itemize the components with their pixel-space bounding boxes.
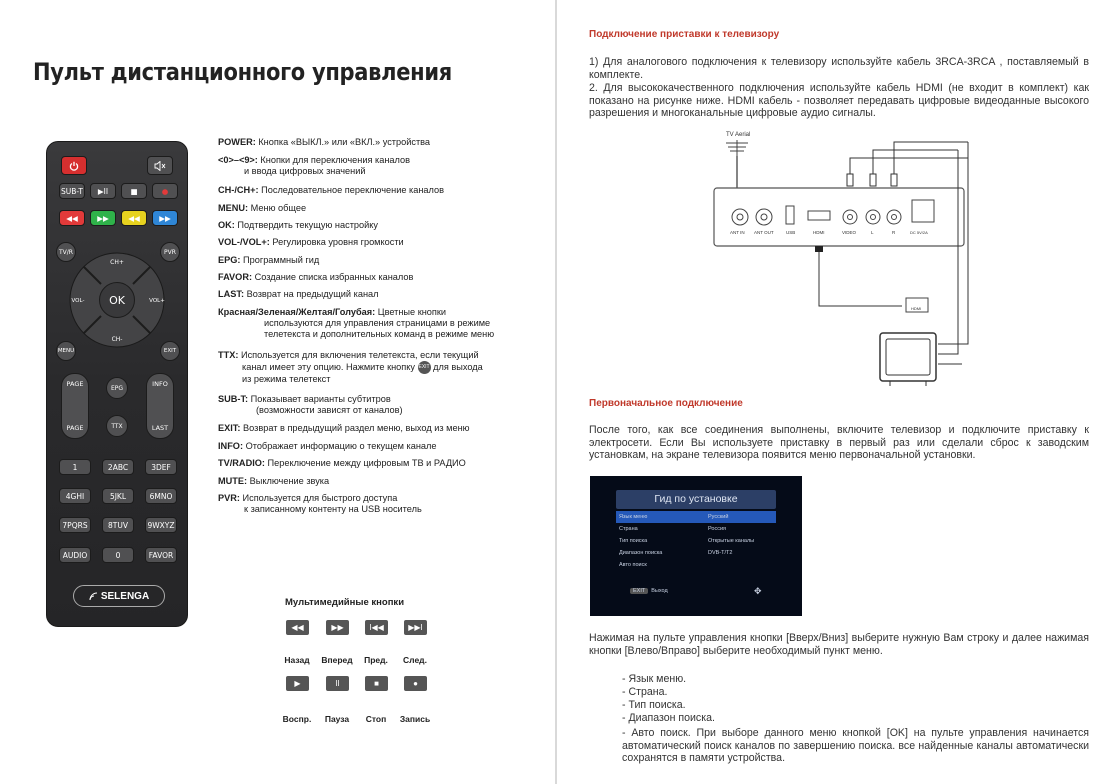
desc-power: POWER: Кнопка «ВЫКЛ.» или «ВКЛ.» устройства <box>218 137 431 147</box>
exit-button[interactable]: EXIT <box>160 341 180 361</box>
desc-ttx: TTX: Используется для включения телетекста, если текущий канал имеет эту опцию. Нажмите кнопку EXIT для выхода из режима телетекст <box>218 350 483 384</box>
page-title: Пульт дистанционного управления <box>33 58 452 86</box>
power-button[interactable] <box>61 156 87 175</box>
prev-button[interactable]: I◀◀ <box>365 620 388 635</box>
svg-text:VIDEO: VIDEO <box>842 230 857 235</box>
menu-row-country[interactable]: Страна Россия <box>619 526 727 532</box>
ch-down-button[interactable]: CH- <box>111 335 123 343</box>
key-9[interactable]: 9WXYZ <box>145 517 177 533</box>
brand-logo <box>73 585 165 607</box>
desc-exit: EXIT: Возврат в предыдущий раздел меню, выход из меню <box>218 423 470 433</box>
forward-button[interactable]: ▶▶ <box>326 620 349 635</box>
page-up-label: PAGE <box>66 380 84 388</box>
list-item: - Страна. <box>622 686 668 698</box>
pvr-button[interactable]: PVR <box>160 242 180 262</box>
ttx-button[interactable]: TTX <box>106 415 128 437</box>
remote-control <box>46 141 188 627</box>
multimedia-title: Мультимедийные кнопки <box>285 597 405 608</box>
paragraph-initial: После того, как все соединения выполнены, включите телевизор и подключите приставку к электросети. Если Вы используете приставку в первый раз или сделали сброс к заводским установкам, на экране телевизора появится меню первоначальной установки. <box>589 424 1089 461</box>
desc-subt: SUB-T: Показывает варианты субтитров (возможности зависят от каналов) <box>218 394 403 415</box>
key-7[interactable]: 7PQRS <box>59 517 91 533</box>
favor-button[interactable]: FAVOR <box>145 547 177 563</box>
desc-vol: VOL-/VOL+: Регулировка уровня громкости <box>218 237 404 247</box>
page-rocker[interactable] <box>61 373 89 439</box>
info-last-rocker[interactable] <box>146 373 174 439</box>
heading-initial-setup: Первоначальное подключение <box>589 398 743 409</box>
page-divider <box>555 0 557 784</box>
connection-diagram <box>700 128 980 390</box>
yellow-button[interactable]: ◀◀ <box>121 210 147 226</box>
play-label: Воспр. <box>282 714 312 724</box>
menu-row-auto-search[interactable]: Авто поиск <box>619 562 647 568</box>
pause-button[interactable]: II <box>326 676 349 691</box>
number-keypad <box>59 459 177 565</box>
green-button[interactable]: ▶▶ <box>90 210 116 226</box>
desc-menu: MENU: Меню общее <box>218 203 307 213</box>
vol-plus-button[interactable]: VOL+ <box>149 298 165 304</box>
installation-menu-screenshot <box>590 476 802 616</box>
menu-navigation-icon: ✥ <box>754 586 762 596</box>
menu-row-language[interactable]: Язык меню Русский <box>616 511 776 523</box>
list-item: - Тип поиска. <box>622 699 686 711</box>
power-icon <box>69 161 79 171</box>
rewind-label: Назад <box>284 655 310 665</box>
audio-button[interactable]: AUDIO <box>59 547 91 563</box>
menu-row-search-type[interactable]: Тип поиска Открытые каналы <box>619 538 755 544</box>
record-mm-button[interactable]: ● <box>404 676 427 691</box>
key-6[interactable]: 6MNO <box>145 488 177 504</box>
ok-button[interactable]: OK <box>99 282 135 318</box>
sub-t-button[interactable]: SUB-T <box>59 183 85 199</box>
brand-name: SELENGA <box>100 590 150 602</box>
desc-last: LAST: Возврат на предыдущий канал <box>218 289 379 299</box>
svg-text:HDMI: HDMI <box>813 230 825 235</box>
info-label: INFO <box>152 380 168 388</box>
ch-up-button[interactable]: CH+ <box>110 258 124 266</box>
svg-text:USB: USB <box>786 230 796 235</box>
pause-label: Пауза <box>324 714 350 724</box>
desc-mute: MUTE: Выключение звука <box>218 476 330 486</box>
epg-button[interactable]: EPG <box>106 377 128 399</box>
menu-title: Гид по установке <box>616 490 776 509</box>
desc-ok: OK: Подтвердить текущую настройку <box>218 220 378 230</box>
page-down-label: PAGE <box>66 424 84 432</box>
key-8[interactable]: 8TUV <box>102 517 134 533</box>
rewind-button[interactable]: ◀◀ <box>286 620 309 635</box>
last-label: LAST <box>151 424 169 432</box>
list-item: - Диапазон поиска. <box>622 712 715 724</box>
svg-text:R: R <box>892 230 896 235</box>
blue-button[interactable]: ▶▶ <box>152 210 178 226</box>
svg-text:ANT IN: ANT IN <box>730 230 745 235</box>
key-1[interactable]: 1 <box>59 459 91 475</box>
desc-pvr: PVR: Используется для быстрого доступа к записанному контенту на USB носитель <box>218 493 422 514</box>
paragraph-auto-search: - Авто поиск. При выборе данного меню кнопкой [OK] на пульте управления начинается автоматический поиск каналов по завершению поиска. все найденные каналы автоматически сохранятся в памяти устройства. <box>622 727 1089 764</box>
play-pause-button[interactable]: ▶II <box>90 183 116 199</box>
left-page <box>0 0 555 784</box>
desc-favor: FAVOR: Создание списка избранных каналов <box>218 272 414 282</box>
mute-icon <box>154 161 166 171</box>
next-button[interactable]: ▶▶I <box>404 620 427 635</box>
paragraph-analog: 1) Для аналогового подключения к телевизору используйте кабель 3RCA-3RCA , поставляемый в комплекте. <box>589 56 1089 81</box>
tv-radio-button[interactable]: TV/R <box>56 242 76 262</box>
paragraph-navigation: Нажимая на пульте управления кнопки [Вверх/Вниз] выберите нужную Вам строку и далее нажимая кнопки [Влево/Вправо] выберите необходимый пункт меню. <box>589 632 1089 657</box>
record-label: Запись <box>399 714 431 724</box>
key-2[interactable]: 2ABC <box>102 459 134 475</box>
svg-text:DC 5V/2A: DC 5V/2A <box>910 230 928 235</box>
svg-text:ANT OUT: ANT OUT <box>754 230 774 235</box>
key-5[interactable]: 5JKL <box>102 488 134 504</box>
key-3[interactable]: 3DEF <box>145 459 177 475</box>
next-label: След. <box>403 655 427 665</box>
paragraph-hdmi: 2. Для высококачественного подключения используйте кабель HDMI (не входит в комплект) как показано на рисунке ниже. HDMI кабель - позволяет передавать цифровые видеоданные высокого разрешения и многоканальные цифровые аудио сигналы. <box>589 82 1089 119</box>
desc-colors: Красная/Зеленая/Желтая/Голубая: Цветные кнопки используются для управления страницами в режиме телетекста и дополнительных команд в режиме меню <box>218 307 495 339</box>
menu-button[interactable]: MENU <box>56 341 76 361</box>
menu-row-search-range[interactable]: Диапазон поиска DVB-T/T2 <box>619 550 733 556</box>
antenna-label: TV Aerial <box>726 132 751 138</box>
svg-text:L: L <box>871 230 874 235</box>
signal-icon <box>89 592 98 601</box>
desc-tvradio: TV/RADIO: Переключение между цифровым ТВ и РАДИО <box>218 458 466 468</box>
stop-label: Стоп <box>365 714 387 724</box>
antenna-icon <box>726 140 748 156</box>
prev-label: Пред. <box>364 655 388 665</box>
record-button[interactable]: ● <box>152 183 178 199</box>
exit-badge: EXIT <box>418 361 431 374</box>
desc-epg: EPG: Программный гид <box>218 255 320 265</box>
stop-mm-button[interactable]: ■ <box>365 676 388 691</box>
vol-minus-button[interactable]: VOL- <box>71 298 85 304</box>
tv-icon <box>880 333 936 386</box>
forward-label: Вперед <box>321 655 353 665</box>
heading-connection: Подключение приставки к телевизору <box>589 29 780 40</box>
stop-button[interactable]: ■ <box>121 183 147 199</box>
mute-button[interactable] <box>147 156 173 175</box>
key-0[interactable]: 0 <box>102 547 134 563</box>
desc-ch: CH-/CH+: Последовательное переключение каналов <box>218 185 444 195</box>
list-item: - Язык меню. <box>622 673 687 685</box>
key-4[interactable]: 4GHI <box>59 488 91 504</box>
svg-text:HDMI: HDMI <box>911 306 922 311</box>
red-button[interactable]: ◀◀ <box>59 210 85 226</box>
desc-info: INFO: Отображает информацию о текущем канале <box>218 441 437 451</box>
desc-digits: <0>–<9>: Кнопки для переключения каналов и ввода цифровых значений <box>218 155 410 176</box>
menu-exit-hint[interactable]: EXIT Выход <box>630 588 668 594</box>
play-button[interactable]: ▶ <box>286 676 309 691</box>
